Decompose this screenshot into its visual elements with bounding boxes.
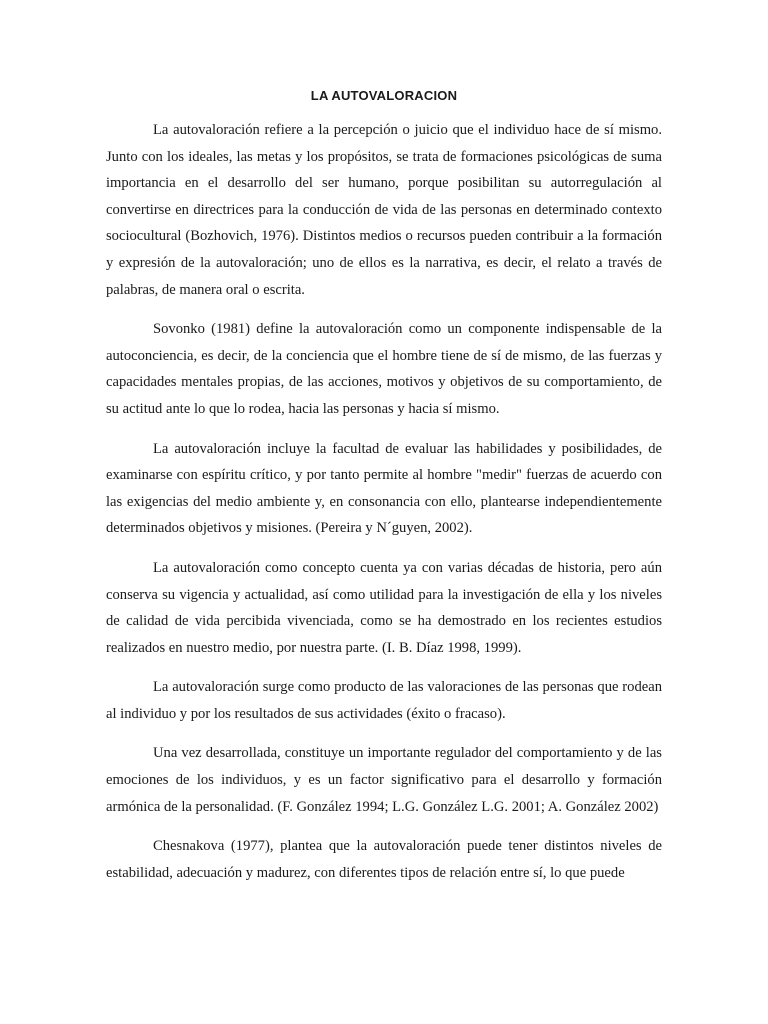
document-title: LA AUTOVALORACION [310,88,458,103]
paragraph-6: Una vez desarrollada, constituye un importante regulador del comportamiento y de las emociones de los individuos, y es un factor significativo para el desarrollo y formación armónica de la personalidad. (F. González 1994; L.G. González L.G. 2001; A. González 2002) [106,745,662,815]
paragraph-2: Sovonko (1981) define la autovaloración como un componente indispensable de la autoconciencia, es decir, de la conciencia que el hombre tiene de sí de mismo, de las fuerzas y capacidades mentales propias, de las acciones, motivos y objetivos de su comportamiento, de su actitud ante lo que lo rodea, hacia las personas y hacia sí mismo. [106,321,662,417]
paragraph-4: La autovaloración como concepto cuenta ya con varias décadas de historia, pero aún conserva su vigencia y actualidad, así como utilidad para la investigación de ella y los niveles de calidad de vida percibida vivenciada, como se ha demostrado en los recientes estudios realizados en nuestro medio, por nuestra parte. (I. B. Díaz 1998, 1999). [106,559,662,656]
paragraph-7: Chesnakova (1977), plantea que la autovaloración puede tener distintos niveles de estabilidad, adecuación y madurez, con diferentes tipos de relación entre sí, lo que puede [106,838,662,881]
paragraph-5: La autovaloración surge como producto de las valoraciones de las personas que rodean al individuo y por los resultados de sus actividades (éxito o fracaso). [106,679,662,722]
paragraph-1: La autovaloración refiere a la percepción o juicio que el individuo hace de sí mismo. Junto con los ideales, las metas y los propósitos, se trata de formaciones psicológicas de suma importancia en el desarrollo del ser humano, porque posibilitan su autorregulación al convertirse en directrices para la conducción de vida de las personas en determinado contexto sociocultural (Bozhovich, 1976). Distintos medios o recursos pueden contribuir a la formación y expresión de la autovaloración; uno de ellos es la narrativa, es decir, el relato a través de palabras, de manera oral o escrita. [106,122,662,298]
paragraph-3: La autovaloración incluye la facultad de evaluar las habilidades y posibilidades, de examinarse con espíritu crítico, y por tanto permite al hombre "medir" fuerzas de acuerdo con las exigencias del medio ambiente y, en consonancia con ello, plantearse independientemente determinados objetivos y misiones. (Pereira y N´guyen, 2002). [106,440,662,537]
document-page [106,88,662,899]
